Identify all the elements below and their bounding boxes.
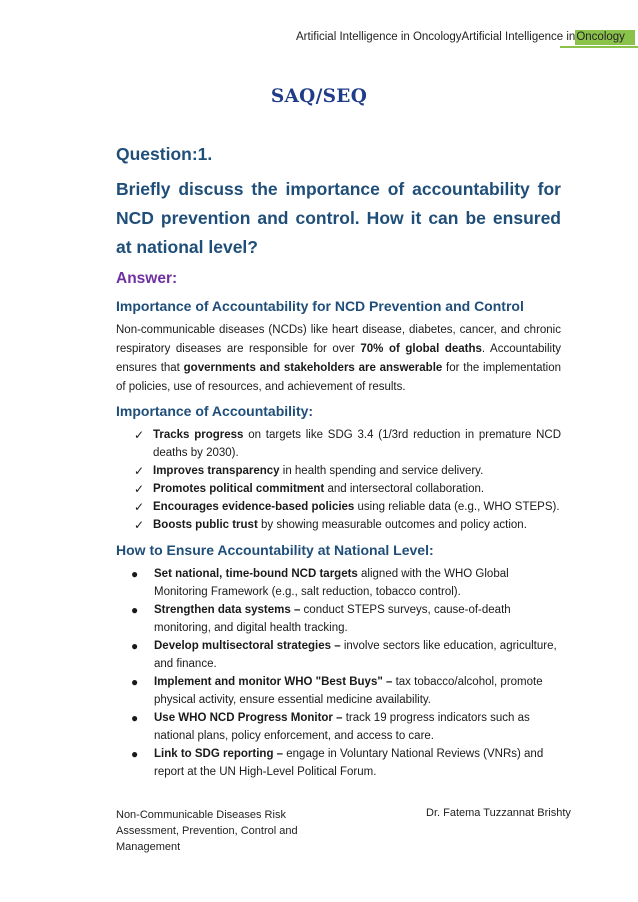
list-item <box>116 673 561 709</box>
page-title: SAQ/SEQ <box>270 86 368 107</box>
item-text: by showing measurable outcomes and policy action. <box>257 519 527 531</box>
item-bold: Implement and monitor WHO "Best Buys" – <box>154 676 393 688</box>
header-rule <box>560 46 638 48</box>
question-number: Question:1. <box>116 144 213 164</box>
para-text: for the implementation of policies, use of resources, and achievement of results. <box>116 362 562 393</box>
list-item <box>116 601 561 637</box>
item-text: on targets like SDG 3.4 (1/3rd reduction in premature NCD deaths by 2030). <box>153 429 561 459</box>
list-item <box>116 745 561 781</box>
national-list <box>116 565 561 781</box>
item-text: tax tobacco/alcohol, promote physical activity, ensure essential medicine availability. <box>154 676 543 706</box>
bullet-icon: ● <box>131 603 139 617</box>
checkmark-icon: ✓ <box>134 518 145 532</box>
item-text: conduct STEPS surveys, cause-of-death monitoring, and digital health tracking. <box>154 604 511 634</box>
list-item <box>116 426 561 462</box>
bullet-icon: ● <box>131 639 139 653</box>
item-text: engage in Voluntary National Reviews (VNRs) and report at the UN High-Level Political Forum. <box>154 748 544 778</box>
footer-author: Dr. Fatema Tuzzannat Brishty <box>426 807 571 819</box>
header-text: Artificial Intelligence in OncologyArtificial Intelligence in <box>296 31 576 43</box>
running-header <box>296 31 635 43</box>
list-item <box>116 516 561 534</box>
para-text: Non-communicable diseases (NCDs) like heart disease, diabetes, cancer, and chronic respiratory diseases are responsible for over <box>116 324 561 355</box>
importance-list <box>116 426 561 534</box>
answer-label: Answer: <box>116 270 178 287</box>
item-bold: Encourages evidence-based policies <box>153 501 355 513</box>
bullet-icon: ● <box>131 711 139 725</box>
item-text: aligned with the WHO Global Monitoring Framework (e.g., salt reduction, tobacco control). <box>154 568 509 598</box>
list-item <box>116 498 561 516</box>
section-heading-importance-ncd: Importance of Accountability for NCD Prevention and Control <box>116 298 524 314</box>
header-highlight: Oncology <box>575 30 635 45</box>
bullet-icon: ● <box>131 747 139 761</box>
item-bold: Use WHO NCD Progress Monitor – <box>154 712 343 724</box>
item-bold: Strengthen data systems – <box>154 604 301 616</box>
item-text: track 19 progress indicators such as national plans, policy enforcement, and access to care. <box>154 712 530 742</box>
checkmark-icon: ✓ <box>134 428 145 442</box>
para-bold: governments and stakeholders are answerable <box>183 362 443 374</box>
question-text: Briefly discuss the importance of accountability for NCD prevention and control. How it can be ensured at national level? <box>116 179 561 257</box>
item-text: involve sectors like education, agriculture, and finance. <box>154 640 557 670</box>
item-bold: Tracks progress <box>153 429 244 441</box>
section-heading-importance: Importance of Accountability: <box>116 403 314 419</box>
list-item <box>116 637 561 673</box>
item-bold: Promotes political commitment <box>153 483 325 495</box>
footer-book-title: Non-Communicable Diseases Risk Assessment, Prevention, Control and Management <box>116 809 298 853</box>
item-bold: Set national, time-bound NCD targets <box>154 568 358 580</box>
list-item <box>116 462 561 480</box>
item-bold: Link to SDG reporting – <box>154 748 284 760</box>
list-item <box>116 709 561 745</box>
item-bold: Boosts public trust <box>153 519 258 531</box>
item-text: and intersectoral collaboration. <box>324 483 485 495</box>
item-bold: Develop multisectoral strategies – <box>154 640 341 652</box>
bullet-icon: ● <box>131 567 139 581</box>
item-bold: Improves transparency <box>153 465 280 477</box>
intro-paragraph <box>116 321 561 397</box>
para-text: . Accountability ensures that <box>116 343 562 374</box>
document-body <box>116 140 561 789</box>
item-text: in health spending and service delivery. <box>279 465 484 477</box>
list-item <box>116 480 561 498</box>
checkmark-icon: ✓ <box>134 482 145 496</box>
checkmark-icon: ✓ <box>134 500 145 514</box>
checkmark-icon: ✓ <box>134 464 145 478</box>
para-bold: 70% of global deaths <box>360 343 482 355</box>
section-heading-national: How to Ensure Accountability at National Level: <box>116 542 434 558</box>
list-item <box>116 565 561 601</box>
bullet-icon: ● <box>131 675 139 689</box>
item-text: using reliable data (e.g., WHO STEPS). <box>354 501 560 513</box>
